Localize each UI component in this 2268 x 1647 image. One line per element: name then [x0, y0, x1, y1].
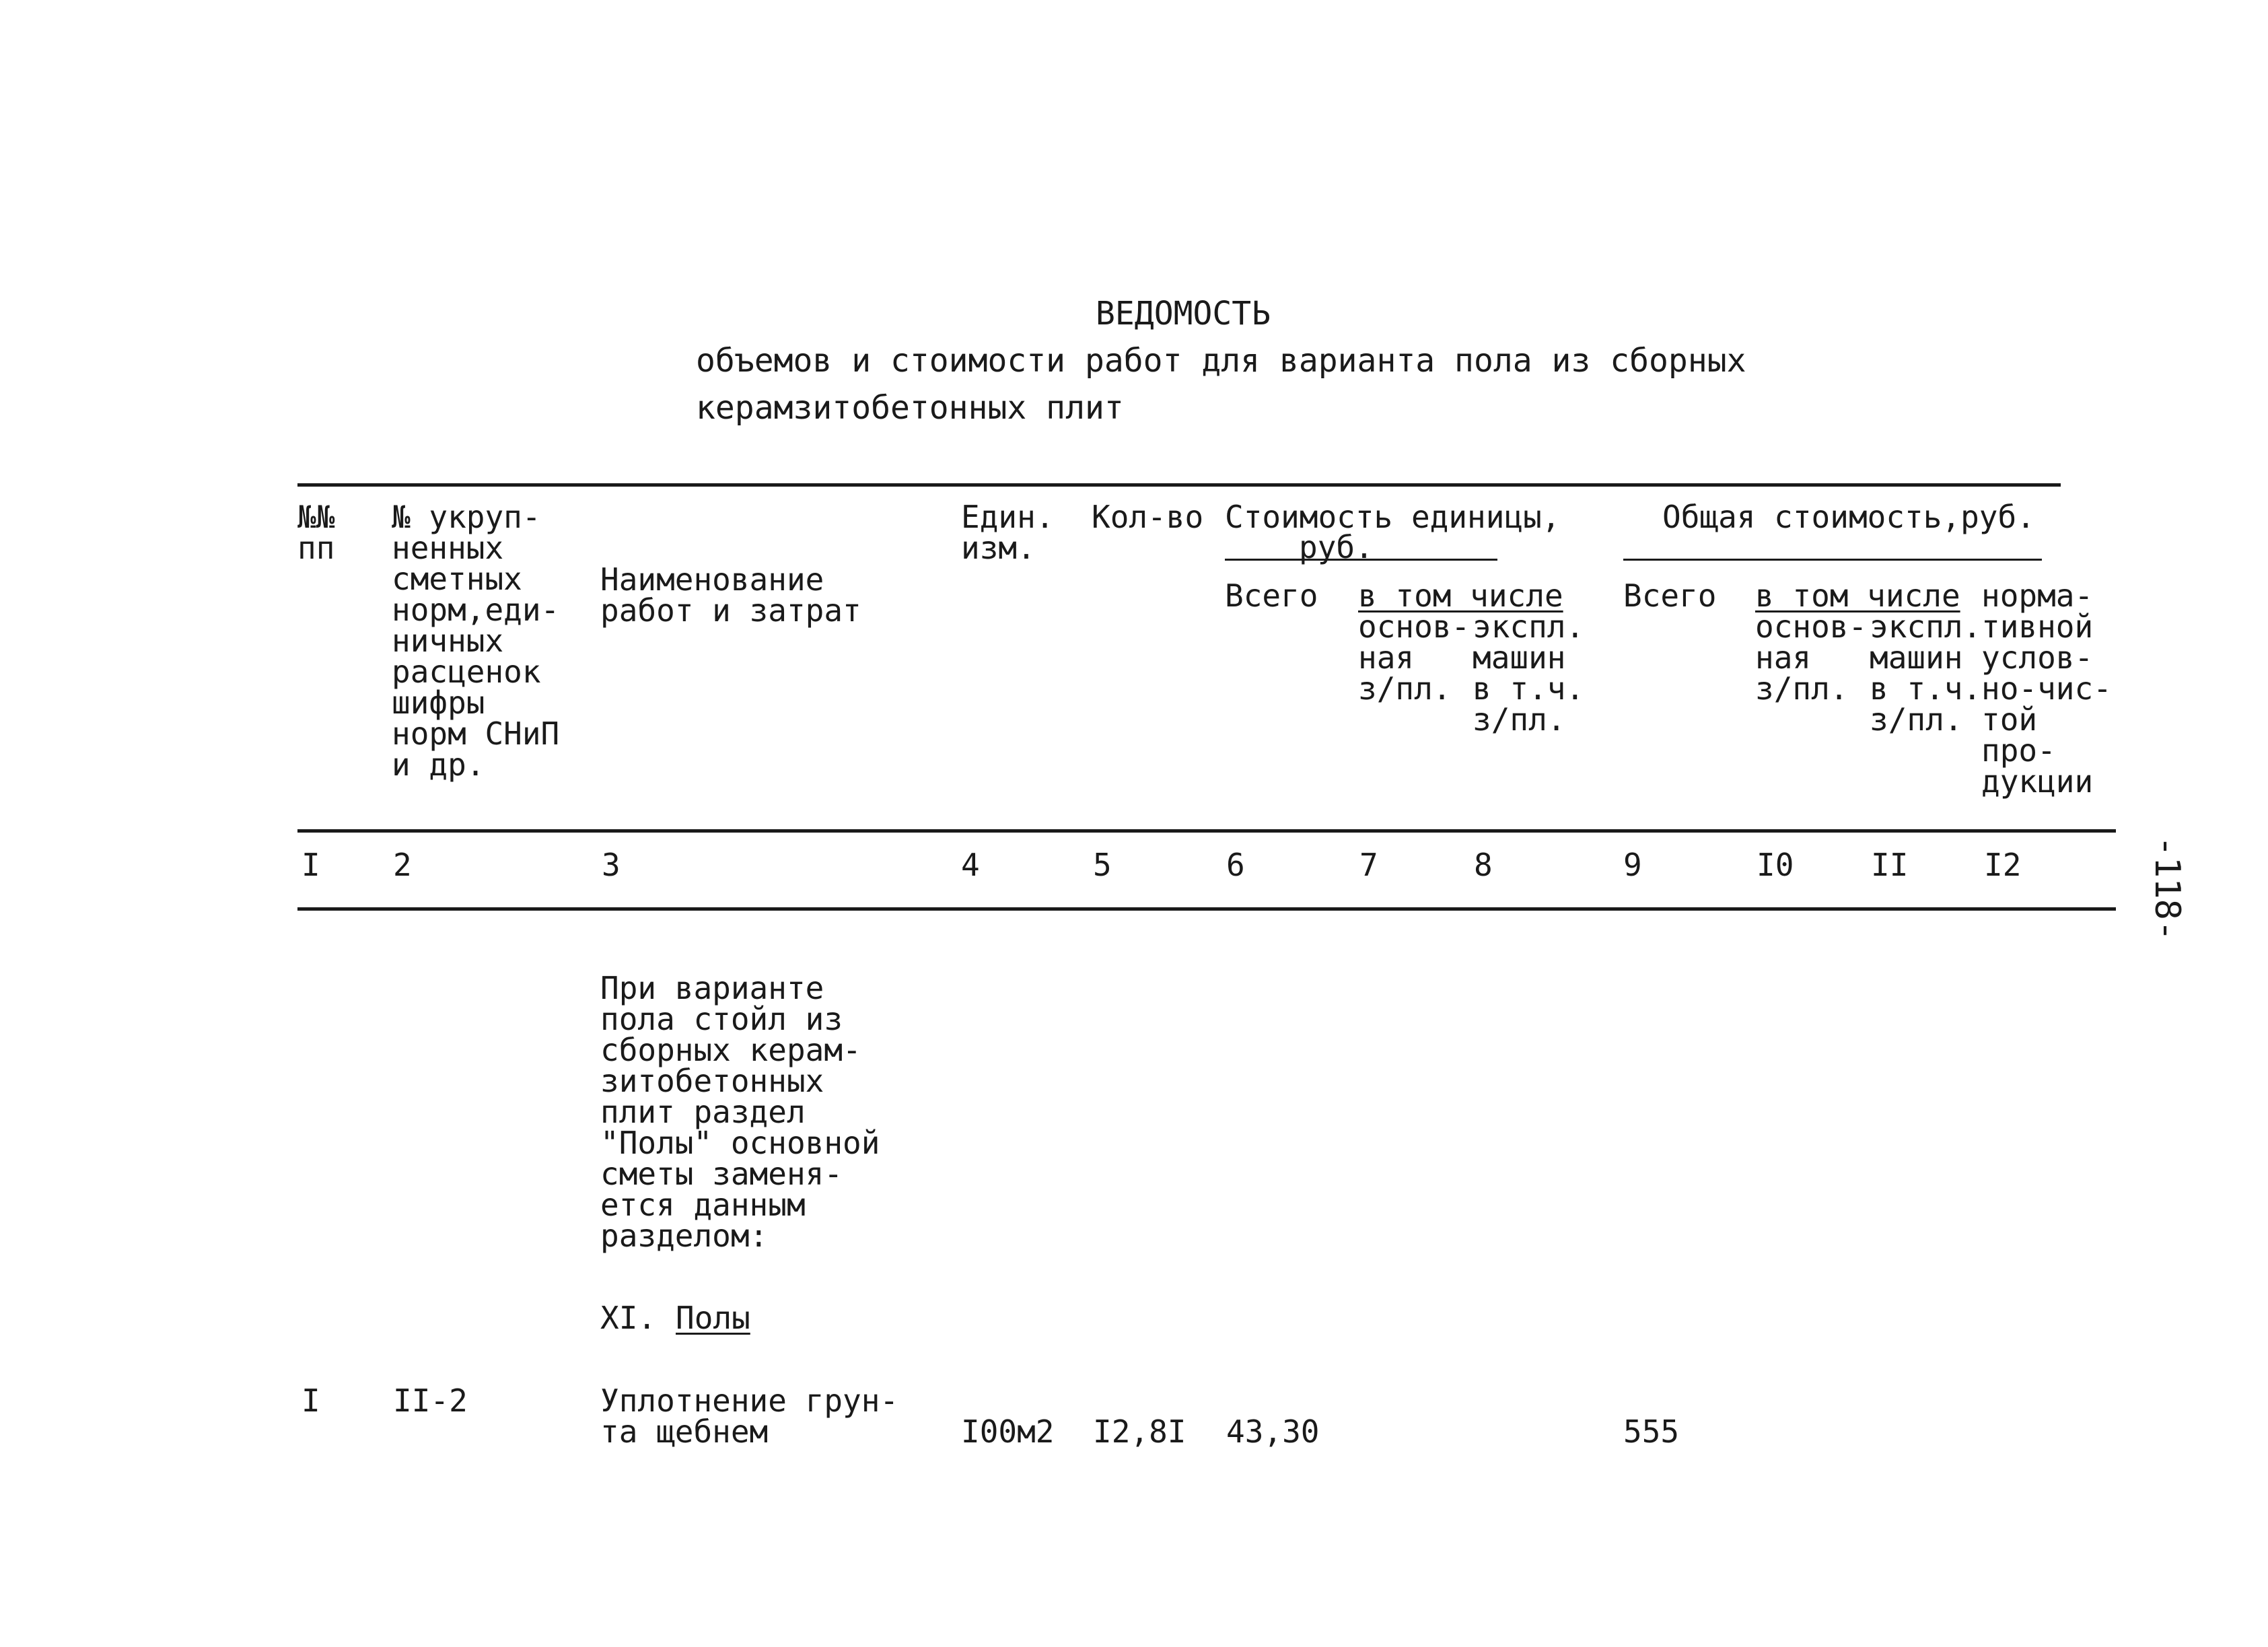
- column-number: 2: [393, 847, 412, 883]
- header-normative-output: норма- тивной услов- но-чис- той про- дукции: [1981, 577, 2112, 800]
- header-total-main-salary: основ- ная з/пл.: [1755, 608, 1868, 707]
- column-number: 4: [961, 847, 980, 883]
- document-title: ВЕДОМОСТЬ: [1096, 295, 1271, 332]
- section-intro-note: При варианте пола стойл из сборных керам- зитобетонных плит раздел "Полы" основной сметы заменя- ется данным разделом:: [600, 970, 880, 1254]
- column-number: I2: [1984, 847, 2022, 883]
- row-unit: I00м2: [961, 1413, 1055, 1450]
- header-unit-machines: экспл. машин в т.ч. з/пл.: [1473, 608, 1585, 738]
- header-total-cost-group: Общая стоимость,руб.: [1662, 499, 2035, 535]
- header-total-including: в том числе: [1755, 577, 1960, 614]
- section-number: XI.: [600, 1300, 657, 1336]
- column-number: 9: [1623, 847, 1642, 883]
- row-total-cost: 555: [1623, 1413, 1680, 1450]
- header-quantity: Кол-во: [1092, 499, 1204, 535]
- header-bottom-rule: [297, 829, 2116, 833]
- column-numbers-rule: [297, 907, 2116, 911]
- header-total-machines: экспл. машин в т.ч. з/пл.: [1870, 608, 1982, 738]
- total-cost-group-rule: [1623, 559, 2042, 561]
- row-quantity: I2,8I: [1093, 1413, 1186, 1450]
- header-total-total: Всего: [1623, 577, 1717, 614]
- row-unit-cost: 43,30: [1226, 1413, 1320, 1450]
- header-work-name: Наименование работ и затрат: [600, 561, 861, 629]
- column-number: I: [302, 847, 320, 883]
- column-number: 7: [1359, 847, 1378, 883]
- page-number: -118-: [2147, 835, 2187, 942]
- header-unit-including: в том числе: [1358, 577, 1563, 614]
- table-top-rule: [297, 483, 2061, 487]
- column-number: I0: [1757, 847, 1794, 883]
- section-name: Полы: [676, 1300, 750, 1336]
- row-work-name: Уплотнение грун- та щебнем: [600, 1382, 899, 1450]
- column-number: 8: [1474, 847, 1493, 883]
- row-norm-code: II-2: [393, 1382, 468, 1419]
- header-unit-cost-group: Стоимость единицы,: [1225, 499, 1561, 535]
- header-norm-code: № укруп- ненных сметных норм,еди- ничных расценок шифры норм СНиП и др.: [392, 499, 560, 783]
- header-unit-cost-group-unit: руб.: [1299, 529, 1374, 565]
- header-unit-main-salary: основ- ная з/пл.: [1358, 608, 1470, 707]
- column-number: II: [1871, 847, 1909, 883]
- column-number: 6: [1226, 847, 1245, 883]
- header-row-number: №№ пп: [297, 499, 335, 566]
- row-number: I: [302, 1382, 320, 1419]
- document-subtitle-line2: керамзитобетонных плит: [696, 389, 1124, 427]
- header-unit-total: Всего: [1225, 577, 1318, 614]
- header-unit: Един. изм.: [961, 499, 1055, 566]
- column-number: 5: [1093, 847, 1112, 883]
- column-number: 3: [602, 847, 621, 883]
- document-subtitle-line1: объемов и стоимости работ для варианта пола из сборных: [696, 342, 1746, 380]
